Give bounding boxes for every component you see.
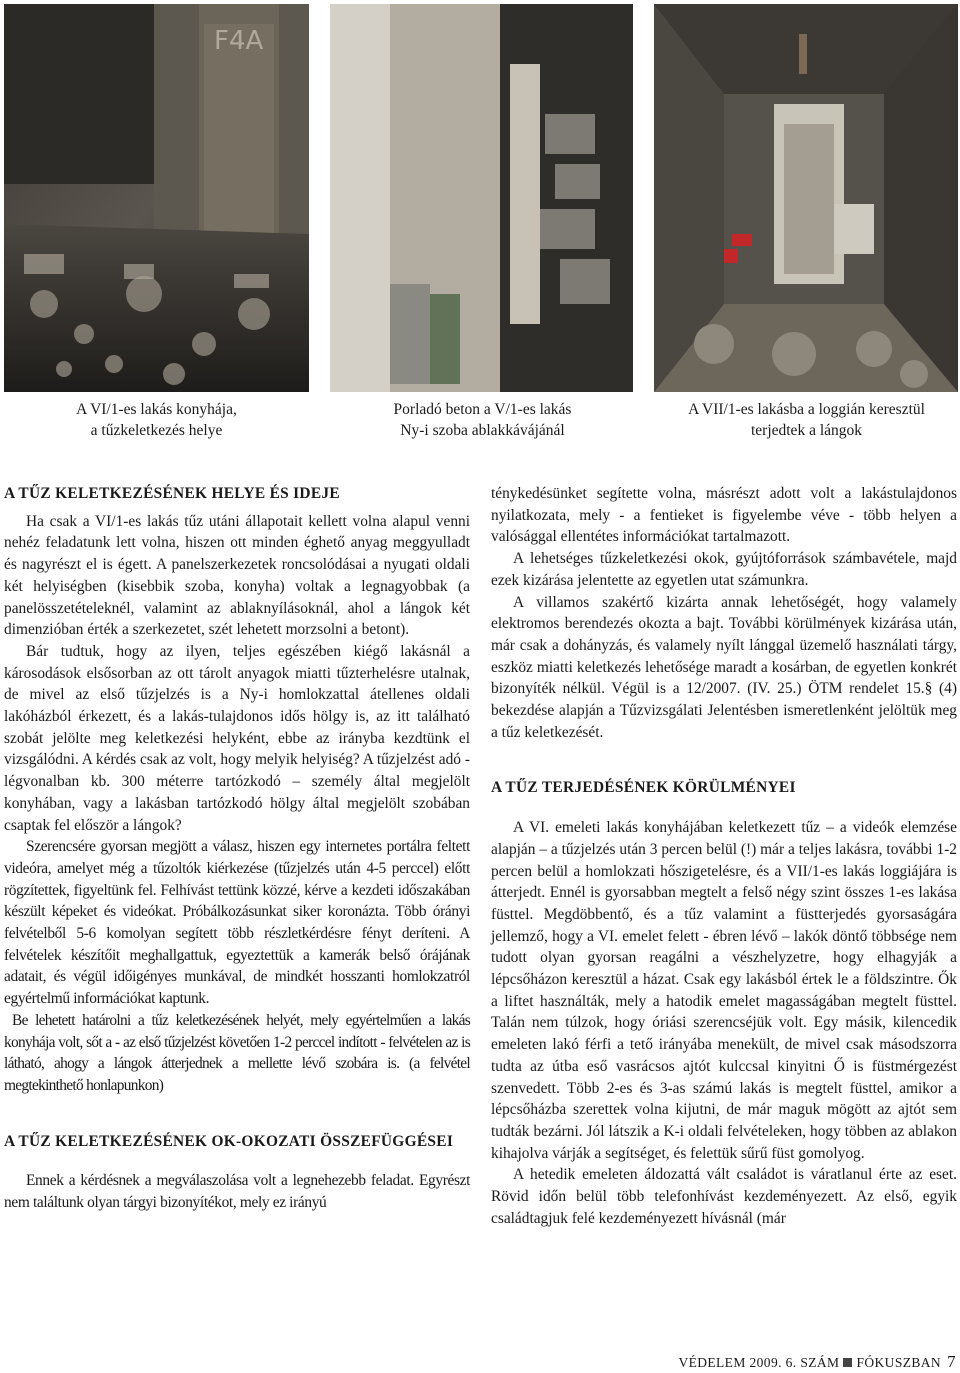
photo-caption-concrete bbox=[330, 399, 635, 441]
square-separator-icon bbox=[843, 1358, 852, 1367]
photo-caption-kitchen bbox=[4, 399, 309, 441]
left-text-column bbox=[4, 483, 470, 1214]
photo-caption-loggia bbox=[654, 399, 959, 441]
magazine-issue: VÉDELEM 2009. 6. SZÁM bbox=[678, 1355, 840, 1370]
caption-line: Porladó beton a V/1-es lakás bbox=[393, 401, 572, 418]
page-footer bbox=[600, 1352, 956, 1372]
paragraph: Szerencsére gyorsan megjött a válasz, hiszen egy internetes portálra feltett videóra, amelyet még a tűzoltók kiérkezése (tűzjelzés után 4-5 perccel) előtt rögzítettek, figyeltünk fel. Felhívást tettünk közzé, kérve a kezdeti időszakában készült képeket és videókat. Próbálkozásunkat siker koronázta. Több órányi felvételből 5-6 komolyan segített több részletkérdésre fényt deríteni. A felvételek készítőit meghallgattuk, egyeztettük a kamerák belső órájának adatait, és végül időigényes munkával, de mindkét hosszanti homlokzatról egyértelmű információkat kaptunk. bbox=[4, 838, 470, 1008]
photo-burnt-hallway bbox=[654, 4, 958, 392]
svg-text:F4A: F4A bbox=[214, 26, 264, 56]
caption-line: A VII/1-es lakásba a loggián keresztül bbox=[688, 401, 925, 418]
right-text-column bbox=[491, 483, 957, 1230]
caption-line: A VI/1-es lakás konyhája, bbox=[76, 401, 237, 418]
paragraph: ténykedésünket segítette volna, másrészt adott volt a lakástulajdonos nyilatkozata, mely - a fentieket is figyelembe véve - több helyen a valósággal ellentétes információkat tartalmazott. bbox=[491, 485, 957, 546]
caption-line: terjedtek a lángok bbox=[750, 422, 863, 439]
caption-line: Ny-i szoba ablakkávájánál bbox=[400, 422, 565, 439]
paragraph: A lehetséges tűzkeletkezési okok, gyújtóforrások számbavétele, majd ezek kizárása jelentette az egyetlen utat számunkra. bbox=[491, 550, 957, 589]
paragraph: Ennek a kérdésnek a megválaszolása volt a legnehezebb feladat. Egyrészt nem találtunk olyan tárgyi bizonyítékot, mely ez irányú bbox=[4, 1172, 470, 1212]
caption-line: a tűzkeletkezés helye bbox=[90, 422, 223, 439]
page-number: 7 bbox=[947, 1352, 956, 1371]
section-heading-origin: A TŰZ KELETKEZÉSÉNEK HELYE ÉS IDEJE bbox=[4, 485, 340, 502]
paragraph: Be lehetett határolni a tűz keletkezésének helyét, mely egyértelműen a lakás konyhája volt, sőt a - az első tűzjelzést követően 1-2 perccel indított - felvételen az is látható, ahogy a lángok átterjednek a mellette lévő szobára is. (a felvétel megtekinthető honlapunkon) bbox=[4, 1011, 470, 1094]
paragraph: A villamos szakértő kizárta annak lehetőségét, hogy valamely elektromos berendezés okozta a bajt. További körülmények kizárása után, már csak a dohányzás, és valamely nyílt lánggal üzemelő használati tárgy, eszköz miatti keletkezés lehetősége maradt a kosárban, de egyetlen konkrét bizonyíték nélkül. Végül is a 12/2007. (IV. 25.) ÖTM rendelet 15.§ (4) bekezdése alapján a Tűzvizsgálati Jelentésben ismeretlenként jelöltük meg a tűz keletkezését. bbox=[491, 593, 957, 741]
paragraph: A hetedik emeleten áldozattá vált családot is váratlanul érte az eset. Rövid időn belül több telefonhívást kezdeményezett. Az első, egyik családtagjuk felé kezdeményezett hívásnál (már bbox=[491, 1166, 957, 1227]
section-heading-spread: A TŰZ TERJEDÉSÉNEK KÖRÜLMÉNYEI bbox=[491, 779, 796, 797]
photo-burnt-kitchen bbox=[4, 4, 309, 392]
photo-crumbling-concrete bbox=[330, 4, 633, 392]
section-name: FÓKUSZBAN bbox=[856, 1355, 942, 1370]
paragraph: Ha csak a VI/1-es lakás tűz utáni állapotait kellett volna alapul venni nehéz feladatunk lett volna, hiszen ott minden éghető anyag meggyulladt és nagyrészt el is égett. A panelszerkezetek roncsolódásai a nyugati oldali két helyiségben (kisebbik szoba, konyha) voltak a legnagyobbak (a panelösszetételeknél, valamint az ablaknyílásoknál, ahol a lángok két dimenzióban érték a szerkezetet, szét lehetett morzsolni a betont). bbox=[4, 512, 470, 639]
paragraph: A VI. emeleti lakás konyhájában keletkezett tűz – a videók elemzése alapján – a tűzjelzés után 3 percen belül (!) már a teljes lakásra, további 1-2 percen belül a homlokzati hőszigetelésre, és a VII/1-es lakás loggiájára is átterjedt. Ennél is gyorsabban megtelt a felső négy szint összes 1-es lakása füsttel. Megdöbbentő, és a tűz valamint a füstterjedés gyorsaságára jellemző, hogy a VI. emelet felett - ébren lévő – lakók döntő többsége nem tudott olyan gyorsan reagálni a vészhelyzetre, hogy elhagyják a lépcsőházon keresztül a házat. Csak egy lakásból értek le a földszintre. Ők a liftet használták, mely a hatodik emelet magasságában megtelt füsttel. Talán nem túlzok, hogy óriási szerencséjük volt. Egy másik, kilencedik emeleten lakó férfi a tető irányába menekült, de mivel csak másodszorra tudta az útba eső vasrácsos ajtót kulccsal kinyitni Ő is füstmérgezést szenvedett. Több 2-es és 3-as számú lakás is megtelt füsttel, amikor a lépcsőházba szerettek volna kijutni, de már maguk mögött az ajtót sem tudták bezárni. Jól látszik a K-i oldali felvételeken, hogy többen az ablakon kihajolva várják a segítséget, és felettük sűrű füst gomolyog. bbox=[491, 819, 957, 1162]
paragraph: Bár tudtuk, hogy az ilyen, teljes egészében kiégő lakásnál a károsodások elsősorban az ott tárolt anyagok miatti tűzterhelésre utalnak, de mivel az első tűzjelzés is a Ny-i homlokzattal átellenes oldali lakóházból érkezett, és a lakás-tulajdonos idős hölgy is, az itt található szobát jelölte meg keletkezési helyként, ebbe az irányba kezdtünk el vizsgálódni. A kérdés csak az volt, hogy melyik helyiség? A tűzjelzést adó - légvonalban kb. 300 méterre tartózkodó – személy által megjelölt konyhában, vagy a lakásban tartózkodó hölgy által megjelölt szobában csaptak fel először a lángok? bbox=[4, 642, 470, 834]
section-heading-causes: A TŰZ KELETKEZÉSÉNEK OK-OKOZATI ÖSSZEFÜGGÉSEI bbox=[4, 1132, 454, 1150]
